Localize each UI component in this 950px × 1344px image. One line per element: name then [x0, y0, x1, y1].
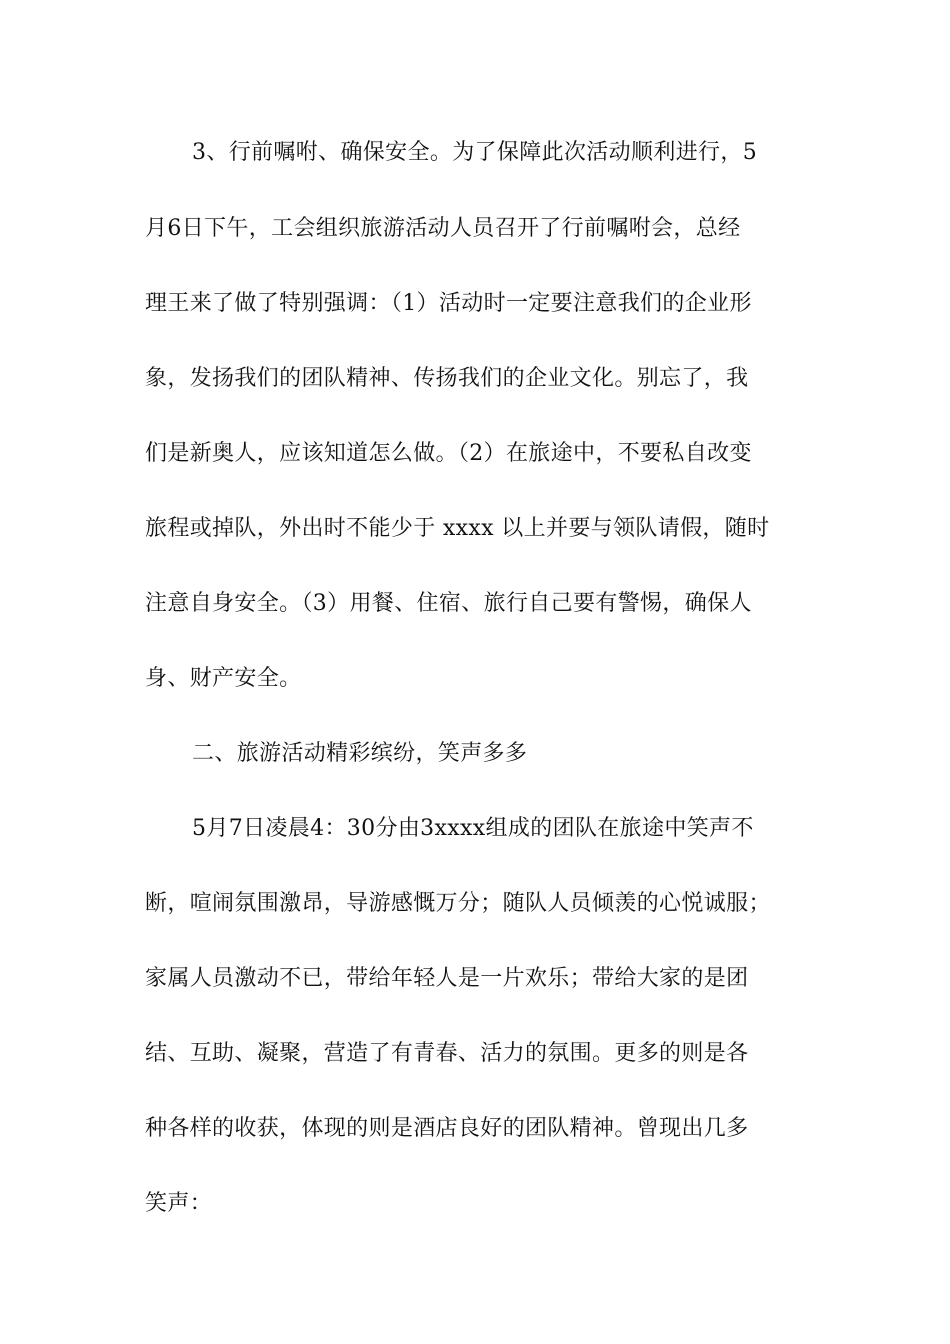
paragraph-line: 断，喧闹氛围激昂，导游感慨万分；随队人员倾羡的心悦诚服； — [145, 891, 771, 916]
paragraph-line: 笑声： — [145, 1191, 213, 1216]
paragraph-line: 家属人员激动不已，带给年轻人是一片欢乐；带给大家的是团 — [145, 966, 749, 991]
paragraph-line: 身、财产安全。 — [145, 666, 302, 691]
paragraph-line: 3、行前嘱咐、确保安全。为了保障此次活动顺利进行，5 — [192, 140, 758, 165]
paragraph-line: 理王来了做了特别强调：（1）活动时一定要注意我们的企业形 — [145, 291, 752, 316]
paragraph-line: 种各样的收获，体现的则是酒店良好的团队精神。曾现出几多 — [145, 1116, 749, 1141]
paragraph-line: 旅程或掉队，外出时不能少于 xxxx 以上并要与领队请假，随时 — [145, 516, 770, 541]
paragraph-line: 象，发扬我们的团队精神、传扬我们的企业文化。别忘了，我 — [145, 366, 749, 391]
paragraph-line: 结、互助、凝聚，营造了有青春、活力的氛围。更多的则是各 — [145, 1041, 749, 1066]
paragraph-line: 5月7日凌晨4：30分由3xxxx组成的团队在旅途中笑声不 — [192, 816, 754, 841]
section-heading: 二、旅游活动精彩缤纷，笑声多多 — [192, 741, 528, 766]
paragraph-line: 们是新奥人，应该知道怎么做。（2）在旅途中，不要私自改变 — [145, 441, 752, 466]
paragraph-line: 注意自身安全。（3）用餐、住宿、旅行自己要有警惕，确保人 — [145, 591, 752, 616]
paragraph-line: 月6日下午，工会组织旅游活动人员召开了行前嘱咐会，总经 — [145, 216, 741, 241]
